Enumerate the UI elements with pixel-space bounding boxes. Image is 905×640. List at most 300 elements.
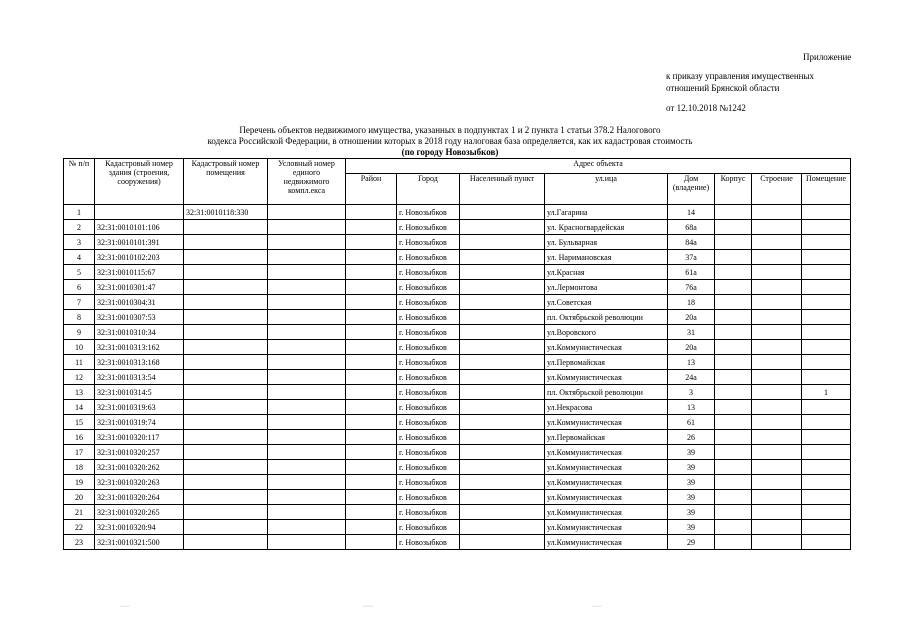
conditional-number: [268, 505, 346, 520]
col-room-cadastral: Кадастровый номер помещения: [184, 159, 268, 205]
order-date: от 12.10.2018 №1242: [666, 103, 746, 113]
building-cadastral-number: 32:31:0010320:264: [95, 490, 184, 505]
building-cadastral-number: 32:31:0010313:168: [95, 355, 184, 370]
stroenie: [752, 520, 802, 535]
pomeshchenie: [802, 415, 851, 430]
room-cadastral-number: [184, 325, 268, 340]
table-row: [64, 250, 851, 265]
room-cadastral-number: [184, 295, 268, 310]
row-number: 14: [64, 400, 95, 415]
street: ул.Первомайская: [545, 430, 668, 445]
korpus: [715, 205, 752, 220]
street: ул.Коммунистическая: [545, 505, 668, 520]
street: ул.Коммунистическая: [545, 460, 668, 475]
district: [346, 445, 397, 460]
city: г. Новозыбков: [397, 505, 460, 520]
street: ул.Коммунистическая: [545, 520, 668, 535]
district: [346, 460, 397, 475]
settlement: [460, 220, 545, 235]
row-number: 23: [64, 535, 95, 550]
room-cadastral-number: [184, 235, 268, 250]
col-house: Дом (владение): [668, 174, 715, 205]
col-building-cadastral: Кадастровый номер здания (строения, сооружения): [95, 159, 184, 205]
conditional-number: [268, 400, 346, 415]
district: [346, 340, 397, 355]
pomeshchenie: [802, 400, 851, 415]
building-cadastral-number: 32:31:0010319:63: [95, 400, 184, 415]
property-table: [63, 158, 851, 550]
house-number: 37а: [668, 250, 715, 265]
building-cadastral-number: 32:31:0010319:74: [95, 415, 184, 430]
row-number: 18: [64, 460, 95, 475]
korpus: [715, 295, 752, 310]
conditional-number: [268, 460, 346, 475]
scan-mark: ·····: [592, 604, 602, 610]
house-number: 13: [668, 400, 715, 415]
table-row: [64, 475, 851, 490]
district: [346, 310, 397, 325]
pomeshchenie: [802, 325, 851, 340]
col-street: ул.ица: [545, 174, 668, 205]
room-cadastral-number: [184, 520, 268, 535]
pomeshchenie: 1: [802, 385, 851, 400]
city: г. Новозыбков: [397, 310, 460, 325]
stroenie: [752, 310, 802, 325]
conditional-number: [268, 220, 346, 235]
city: г. Новозыбков: [397, 445, 460, 460]
col-district: Район: [346, 174, 397, 205]
table-row: [64, 490, 851, 505]
building-cadastral-number: 32:31:0010320:94: [95, 520, 184, 535]
table-row: [64, 445, 851, 460]
street: ул. Бульварная: [545, 235, 668, 250]
district: [346, 235, 397, 250]
house-number: 61а: [668, 265, 715, 280]
street: ул.Коммунистическая: [545, 445, 668, 460]
korpus: [715, 370, 752, 385]
building-cadastral-number: 32:31:0010102:203: [95, 250, 184, 265]
appendix-label: Приложение: [803, 52, 852, 62]
city: г. Новозыбков: [397, 460, 460, 475]
col-city: Город: [397, 174, 460, 205]
row-number: 21: [64, 505, 95, 520]
table-row: [64, 520, 851, 535]
col-address: Адрес объекта: [346, 159, 851, 174]
table-row: [64, 385, 851, 400]
room-cadastral-number: [184, 340, 268, 355]
korpus: [715, 535, 752, 550]
stroenie: [752, 265, 802, 280]
settlement: [460, 505, 545, 520]
pomeshchenie: [802, 475, 851, 490]
korpus: [715, 520, 752, 535]
building-cadastral-number: 32:31:0010313:54: [95, 370, 184, 385]
street: ул.Коммунистическая: [545, 490, 668, 505]
street: ул.Коммунистическая: [545, 370, 668, 385]
conditional-number: [268, 430, 346, 445]
building-cadastral-number: 32:31:0010320:265: [95, 505, 184, 520]
settlement: [460, 475, 545, 490]
city: г. Новозыбков: [397, 295, 460, 310]
house-number: 76а: [668, 280, 715, 295]
row-number: 16: [64, 430, 95, 445]
col-pomeshchenie: Помещение: [802, 174, 851, 205]
conditional-number: [268, 415, 346, 430]
row-number: 2: [64, 220, 95, 235]
city: г. Новозыбков: [397, 250, 460, 265]
pomeshchenie: [802, 535, 851, 550]
settlement: [460, 400, 545, 415]
conditional-number: [268, 355, 346, 370]
table-row: [64, 265, 851, 280]
scan-mark: ·····: [363, 604, 373, 610]
district: [346, 325, 397, 340]
pomeshchenie: [802, 205, 851, 220]
conditional-number: [268, 340, 346, 355]
house-number: 39: [668, 475, 715, 490]
document-title-line-1: Перечень объектов недвижимого имущества, указанных в подпунктах 1 и 2 пункта 1 статьи 378.2 Налогового: [239, 125, 661, 135]
pomeshchenie: [802, 370, 851, 385]
conditional-number: [268, 235, 346, 250]
room-cadastral-number: [184, 385, 268, 400]
city: г. Новозыбков: [397, 265, 460, 280]
building-cadastral-number: [95, 205, 184, 220]
korpus: [715, 400, 752, 415]
city: г. Новозыбков: [397, 535, 460, 550]
pomeshchenie: [802, 445, 851, 460]
room-cadastral-number: [184, 370, 268, 385]
room-cadastral-number: [184, 415, 268, 430]
building-cadastral-number: 32:31:0010320:117: [95, 430, 184, 445]
stroenie: [752, 340, 802, 355]
row-number: 11: [64, 355, 95, 370]
street: ул.Первомайская: [545, 355, 668, 370]
house-number: 39: [668, 490, 715, 505]
stroenie: [752, 445, 802, 460]
stroenie: [752, 475, 802, 490]
house-number: 39: [668, 505, 715, 520]
conditional-number: [268, 445, 346, 460]
city: г. Новозыбков: [397, 415, 460, 430]
city: г. Новозыбков: [397, 430, 460, 445]
col-stroenie: Строение: [752, 174, 802, 205]
settlement: [460, 445, 545, 460]
conditional-number: [268, 370, 346, 385]
building-cadastral-number: 32:31:0010320:262: [95, 460, 184, 475]
city: г. Новозыбков: [397, 385, 460, 400]
stroenie: [752, 355, 802, 370]
room-cadastral-number: [184, 505, 268, 520]
conditional-number: [268, 520, 346, 535]
korpus: [715, 220, 752, 235]
korpus: [715, 460, 752, 475]
house-number: 26: [668, 430, 715, 445]
pomeshchenie: [802, 265, 851, 280]
district: [346, 355, 397, 370]
stroenie: [752, 430, 802, 445]
building-cadastral-number: 32:31:0010301:47: [95, 280, 184, 295]
building-cadastral-number: 32:31:0010314:5: [95, 385, 184, 400]
settlement: [460, 310, 545, 325]
table-row: [64, 325, 851, 340]
pomeshchenie: [802, 340, 851, 355]
house-number: 29: [668, 535, 715, 550]
house-number: 20а: [668, 310, 715, 325]
settlement: [460, 415, 545, 430]
pomeshchenie: [802, 280, 851, 295]
stroenie: [752, 325, 802, 340]
row-number: 12: [64, 370, 95, 385]
settlement: [460, 280, 545, 295]
settlement: [460, 340, 545, 355]
street: пл. Октябрьской революции: [545, 310, 668, 325]
room-cadastral-number: [184, 490, 268, 505]
table-row: [64, 340, 851, 355]
room-cadastral-number: [184, 430, 268, 445]
street: ул. Красногвардейская: [545, 220, 668, 235]
building-cadastral-number: 32:31:0010321:500: [95, 535, 184, 550]
korpus: [715, 265, 752, 280]
building-cadastral-number: 32:31:0010310:34: [95, 325, 184, 340]
room-cadastral-number: [184, 265, 268, 280]
scan-mark: ·····: [120, 604, 130, 610]
korpus: [715, 475, 752, 490]
district: [346, 520, 397, 535]
street: ул.Красная: [545, 265, 668, 280]
settlement: [460, 205, 545, 220]
stroenie: [752, 490, 802, 505]
room-cadastral-number: [184, 355, 268, 370]
district: [346, 220, 397, 235]
room-cadastral-number: [184, 475, 268, 490]
district: [346, 205, 397, 220]
district: [346, 430, 397, 445]
row-number: 9: [64, 325, 95, 340]
city: г. Новозыбков: [397, 520, 460, 535]
row-number: 8: [64, 310, 95, 325]
row-number: 4: [64, 250, 95, 265]
korpus: [715, 235, 752, 250]
street: ул.Коммунистическая: [545, 535, 668, 550]
pomeshchenie: [802, 460, 851, 475]
stroenie: [752, 505, 802, 520]
pomeshchenie: [802, 250, 851, 265]
settlement: [460, 430, 545, 445]
row-number: 20: [64, 490, 95, 505]
building-cadastral-number: 32:31:0010101:106: [95, 220, 184, 235]
stroenie: [752, 370, 802, 385]
room-cadastral-number: [184, 220, 268, 235]
city: г. Новозыбков: [397, 475, 460, 490]
korpus: [715, 430, 752, 445]
house-number: 14: [668, 205, 715, 220]
pomeshchenie: [802, 220, 851, 235]
city: г. Новозыбков: [397, 355, 460, 370]
stroenie: [752, 400, 802, 415]
table-row: [64, 430, 851, 445]
table-row: [64, 220, 851, 235]
room-cadastral-number: [184, 250, 268, 265]
settlement: [460, 355, 545, 370]
conditional-number: [268, 325, 346, 340]
conditional-number: [268, 250, 346, 265]
city: г. Новозыбков: [397, 370, 460, 385]
row-number: 19: [64, 475, 95, 490]
pomeshchenie: [802, 295, 851, 310]
settlement: [460, 265, 545, 280]
stroenie: [752, 295, 802, 310]
stroenie: [752, 220, 802, 235]
table-row: [64, 295, 851, 310]
house-number: 31: [668, 325, 715, 340]
col-num: № п/п: [64, 159, 95, 205]
stroenie: [752, 460, 802, 475]
house-number: 39: [668, 520, 715, 535]
city: г. Новозыбков: [397, 400, 460, 415]
building-cadastral-number: 32:31:0010304:31: [95, 295, 184, 310]
pomeshchenie: [802, 490, 851, 505]
row-number: 10: [64, 340, 95, 355]
city: г. Новозыбков: [397, 235, 460, 250]
table-row: [64, 505, 851, 520]
city: г. Новозыбков: [397, 280, 460, 295]
settlement: [460, 250, 545, 265]
house-number: 20а: [668, 340, 715, 355]
house-number: 68а: [668, 220, 715, 235]
house-number: 39: [668, 460, 715, 475]
conditional-number: [268, 490, 346, 505]
table-row: [64, 310, 851, 325]
conditional-number: [268, 310, 346, 325]
stroenie: [752, 205, 802, 220]
city: г. Новозыбков: [397, 490, 460, 505]
street: ул.Лермонтова: [545, 280, 668, 295]
district: [346, 280, 397, 295]
district: [346, 250, 397, 265]
row-number: 7: [64, 295, 95, 310]
conditional-number: [268, 295, 346, 310]
settlement: [460, 460, 545, 475]
district: [346, 535, 397, 550]
korpus: [715, 280, 752, 295]
settlement: [460, 520, 545, 535]
settlement: [460, 295, 545, 310]
district: [346, 295, 397, 310]
street: ул.Коммунистическая: [545, 415, 668, 430]
house-number: 61: [668, 415, 715, 430]
stroenie: [752, 280, 802, 295]
document-title-line-2: кодекса Российской Федерации, в отношении которых в 2018 году налоговая база определяется, как их кадастровая стоимость: [207, 136, 693, 146]
city: г. Новозыбков: [397, 340, 460, 355]
room-cadastral-number: [184, 280, 268, 295]
city: г. Новозыбков: [397, 325, 460, 340]
building-cadastral-number: 32:31:0010101:391: [95, 235, 184, 250]
pomeshchenie: [802, 310, 851, 325]
row-number: 22: [64, 520, 95, 535]
document-title-city: (по городу Новозыбков): [401, 147, 499, 157]
pomeshchenie: [802, 355, 851, 370]
conditional-number: [268, 535, 346, 550]
room-cadastral-number: [184, 445, 268, 460]
district: [346, 490, 397, 505]
settlement: [460, 325, 545, 340]
street: ул. Наримановская: [545, 250, 668, 265]
table-row: [64, 370, 851, 385]
district: [346, 415, 397, 430]
house-number: 24а: [668, 370, 715, 385]
building-cadastral-number: 32:31:0010307:53: [95, 310, 184, 325]
row-number: 15: [64, 415, 95, 430]
row-number: 1: [64, 205, 95, 220]
house-number: 84а: [668, 235, 715, 250]
stroenie: [752, 535, 802, 550]
settlement: [460, 385, 545, 400]
pomeshchenie: [802, 505, 851, 520]
conditional-number: [268, 475, 346, 490]
street: ул.Коммунистическая: [545, 340, 668, 355]
stroenie: [752, 385, 802, 400]
korpus: [715, 310, 752, 325]
order-reference-1: к приказу управления имущественных: [666, 71, 815, 81]
row-number: 17: [64, 445, 95, 460]
korpus: [715, 505, 752, 520]
street: ул.Коммунистическая: [545, 475, 668, 490]
room-cadastral-number: [184, 460, 268, 475]
row-number: 3: [64, 235, 95, 250]
stroenie: [752, 250, 802, 265]
settlement: [460, 490, 545, 505]
conditional-number: [268, 265, 346, 280]
room-cadastral-number: 32:31:0010118:330: [184, 205, 268, 220]
settlement: [460, 535, 545, 550]
room-cadastral-number: [184, 535, 268, 550]
col-conditional-number: Условный номер единого недвижимого компл.екса: [268, 159, 346, 205]
korpus: [715, 385, 752, 400]
street: ул.Воровского: [545, 325, 668, 340]
settlement: [460, 235, 545, 250]
district: [346, 265, 397, 280]
table-row: [64, 280, 851, 295]
pomeshchenie: [802, 235, 851, 250]
district: [346, 475, 397, 490]
conditional-number: [268, 385, 346, 400]
korpus: [715, 325, 752, 340]
street: ул.Гагарина: [545, 205, 668, 220]
table-row: [64, 415, 851, 430]
street: ул.Советская: [545, 295, 668, 310]
building-cadastral-number: 32:31:0010320:263: [95, 475, 184, 490]
house-number: 3: [668, 385, 715, 400]
room-cadastral-number: [184, 400, 268, 415]
city: г. Новозыбков: [397, 205, 460, 220]
table-row: [64, 460, 851, 475]
conditional-number: [268, 205, 346, 220]
district: [346, 400, 397, 415]
settlement: [460, 370, 545, 385]
row-number: 5: [64, 265, 95, 280]
house-number: 18: [668, 295, 715, 310]
building-cadastral-number: 32:31:0010320:257: [95, 445, 184, 460]
col-settlement: Населенный пункт: [460, 174, 545, 205]
district: [346, 385, 397, 400]
korpus: [715, 355, 752, 370]
city: г. Новозыбков: [397, 220, 460, 235]
korpus: [715, 340, 752, 355]
row-number: 6: [64, 280, 95, 295]
table-row: [64, 205, 851, 220]
house-number: 13: [668, 355, 715, 370]
table-row: [64, 235, 851, 250]
